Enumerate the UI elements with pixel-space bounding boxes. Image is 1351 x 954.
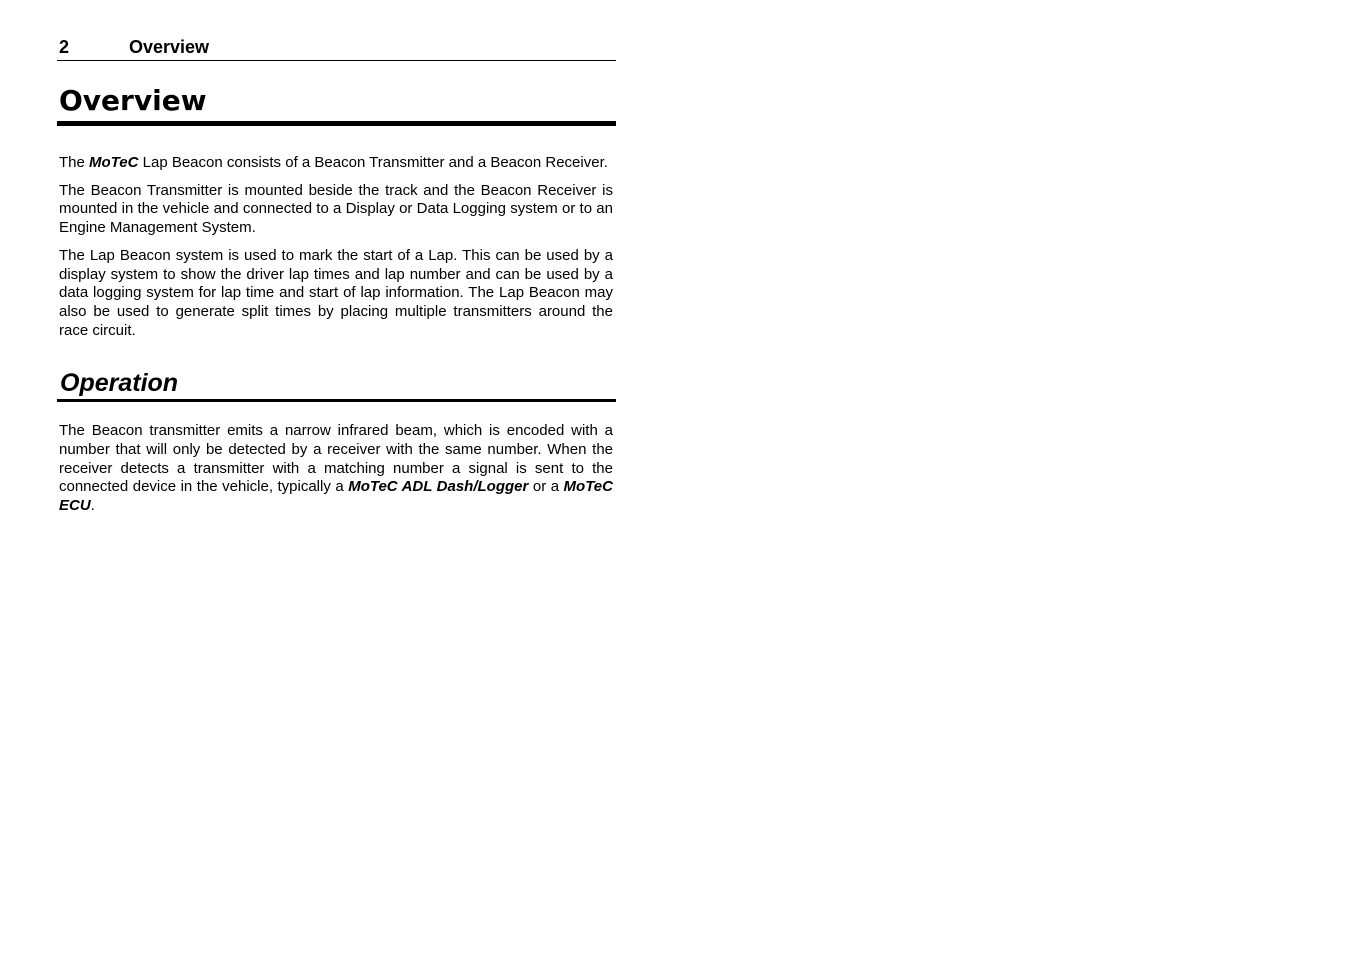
overview-heading: Overview [57,83,616,126]
manual-page [57,36,616,516]
running-header-section: Overview [129,37,210,57]
product-name: MoTeC ECU [59,478,613,515]
overview-paragraph-3: The Lap Beacon system is used to mark the start of a Lap. This can be used by a display system to show the driver lap times and lap number and can be used by a data logging system for lap time and start of lap information. The Lap Beacon may also be used to generate split times by placing multiple transmitters around the race circuit. [59,246,613,339]
text-run: The [59,154,90,171]
text-run: or a [528,478,564,496]
text-run: The Beacon transmitter emits a narrow infrared beam, which is encoded with a number that will only be detected by a receiver with the same number. When the receiver detects a transmitter with a matching number a signal is sent to the connected device in the vehicle, typically a [59,422,613,496]
text-run: Lap Beacon consists of a Beacon Transmitter and a Beacon Receiver. [138,154,608,171]
overview-paragraph-1 [57,154,616,173]
overview-paragraph-2: The Beacon Transmitter is mounted beside the track and the Beacon Receiver is mounted in the vehicle and connected to a Display or Data Logging system or to an Engine Management System. [59,181,613,237]
brand-name: MoTeC [89,154,139,171]
page-number: 2 [59,37,70,57]
product-name: MoTeC ADL Dash/Logger [348,478,529,496]
text-run: . [90,497,95,515]
running-header [57,36,616,61]
operation-paragraph [57,422,616,516]
operation-heading: Operation [57,368,616,402]
